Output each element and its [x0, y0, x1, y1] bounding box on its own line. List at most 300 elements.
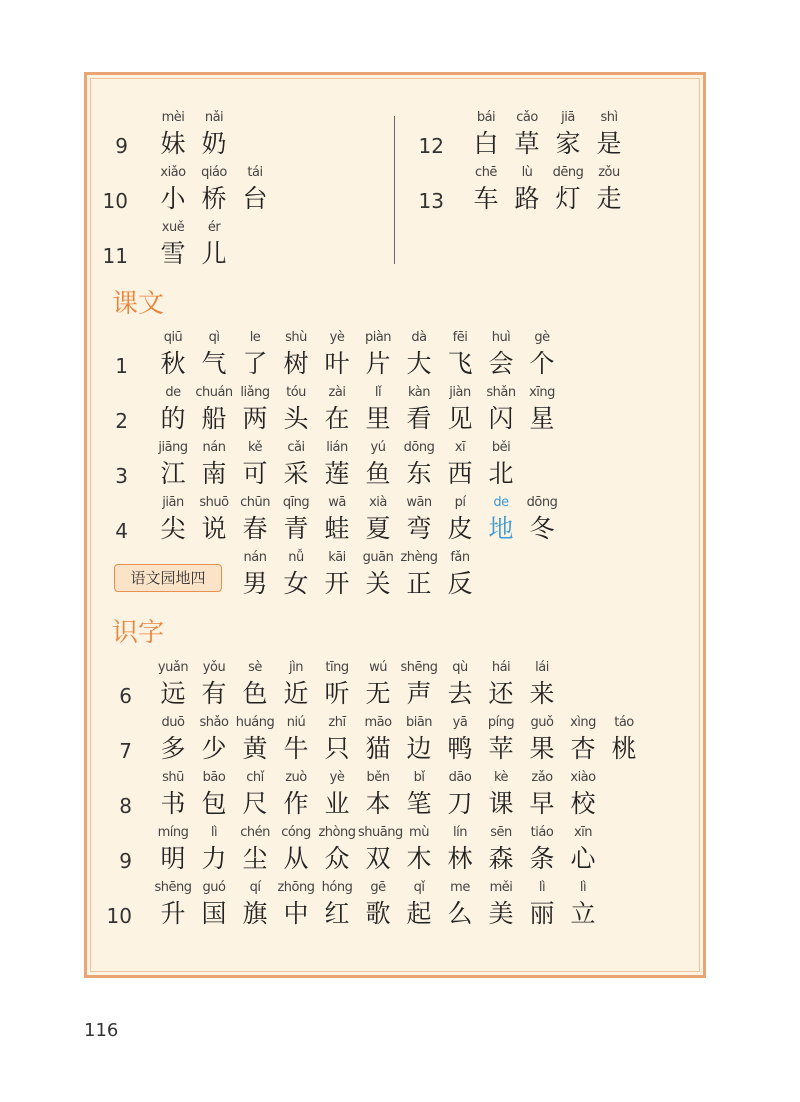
hanzi: 小 [160, 184, 186, 213]
pinyin: huì [491, 330, 511, 345]
hanzi: 黄 [242, 734, 268, 763]
pinyin: bái [476, 110, 496, 125]
pinyin: dà [411, 330, 427, 345]
hanzi: 个 [529, 349, 555, 378]
character-cell [317, 713, 357, 765]
hanzi: 笔 [406, 789, 432, 818]
pinyin: shǎn [486, 385, 516, 400]
character-cell [522, 493, 562, 545]
hanzi: 丽 [529, 899, 555, 928]
character-cell [358, 878, 398, 930]
character-cell [276, 768, 316, 820]
hanzi: 蛙 [324, 514, 350, 543]
pinyin: māo [364, 715, 392, 730]
hanzi: 果 [529, 734, 555, 763]
character-cell [563, 768, 603, 820]
character-cell [235, 878, 275, 930]
hanzi: 早 [529, 789, 555, 818]
character-cell [194, 328, 234, 380]
hanzi: 星 [529, 404, 555, 433]
pinyin: nǎi [204, 110, 224, 125]
hanzi: 鱼 [365, 459, 391, 488]
hanzi: 本 [365, 789, 391, 818]
character-cell [481, 383, 521, 435]
hanzi: 奶 [201, 129, 227, 158]
pinyin: hóng [321, 880, 353, 895]
hanzi: 还 [488, 679, 514, 708]
lesson-number: 8 [119, 794, 132, 818]
pinyin: yǒu [202, 660, 226, 675]
character-cell [276, 878, 316, 930]
pinyin: guó [202, 880, 226, 895]
pinyin: chē [475, 165, 497, 180]
pinyin: qì [208, 330, 220, 345]
hanzi: 男 [242, 569, 268, 598]
hanzi: 包 [201, 789, 227, 818]
hanzi: 尺 [242, 789, 268, 818]
lesson-number: 6 [119, 684, 132, 708]
pinyin: bǐ [413, 770, 425, 785]
pinyin: le [249, 330, 261, 345]
character-cell [481, 768, 521, 820]
pinyin: zhèng [400, 550, 438, 565]
character-cell [522, 768, 562, 820]
hanzi: 从 [283, 844, 309, 873]
character-cell [481, 438, 521, 490]
character-cell [481, 713, 521, 765]
hanzi: 猫 [365, 734, 391, 763]
pinyin: duō [161, 715, 185, 730]
pinyin: qīng [282, 495, 310, 510]
hanzi: 林 [447, 844, 473, 873]
character-cell [194, 383, 234, 435]
character-cell [481, 493, 521, 545]
pinyin: shēng [400, 660, 438, 675]
hanzi: 去 [447, 679, 473, 708]
hanzi: 女 [283, 569, 309, 598]
character-cell [522, 328, 562, 380]
pinyin: dōng [526, 495, 558, 510]
hanzi: 家 [555, 129, 581, 158]
pinyin: shì [600, 110, 618, 125]
hanzi: 么 [447, 899, 473, 928]
pinyin: lín [453, 825, 467, 840]
character-cell [235, 548, 275, 600]
character-cell [589, 163, 629, 215]
hanzi: 刀 [447, 789, 473, 818]
character-cell [153, 658, 193, 710]
character-cell [317, 878, 357, 930]
pinyin: gē [370, 880, 386, 895]
pinyin: xià [369, 495, 387, 510]
hanzi: 皮 [447, 514, 473, 543]
pinyin: niú [286, 715, 306, 730]
character-row [0, 823, 800, 877]
pinyin: sēn [490, 825, 512, 840]
hanzi: 闪 [488, 404, 514, 433]
hanzi: 作 [283, 789, 309, 818]
pinyin: shù [285, 330, 307, 345]
character-cell [440, 878, 480, 930]
character-cell [317, 328, 357, 380]
character-cell [358, 438, 398, 490]
pinyin: zhòng [318, 825, 356, 840]
hanzi: 听 [324, 679, 350, 708]
pinyin: wú [369, 660, 387, 675]
character-cell [563, 878, 603, 930]
pinyin: guǒ [530, 715, 554, 730]
pinyin: qù [452, 660, 468, 675]
character-cell [507, 163, 547, 215]
pinyin: qiáo [201, 165, 227, 180]
character-cell [466, 163, 506, 215]
hanzi: 儿 [201, 239, 227, 268]
pinyin: lái [535, 660, 549, 675]
character-cell [358, 768, 398, 820]
pinyin: chuán [195, 385, 233, 400]
character-cell [399, 768, 439, 820]
lesson-number: 11 [102, 244, 128, 268]
pinyin: cǎi [287, 440, 305, 455]
pinyin: jiàn [449, 385, 471, 400]
hanzi: 说 [201, 514, 227, 543]
hanzi: 立 [570, 899, 596, 928]
character-cell [235, 768, 275, 820]
pinyin: běi [491, 440, 511, 455]
lesson-number: 10 [106, 904, 132, 928]
pinyin: xiǎo [160, 165, 186, 180]
character-row [0, 163, 800, 217]
character-cell [317, 438, 357, 490]
hanzi: 大 [406, 349, 432, 378]
pinyin: cǎo [516, 110, 538, 125]
pinyin: dōng [403, 440, 435, 455]
hanzi: 反 [447, 569, 473, 598]
hanzi: 鸭 [447, 734, 473, 763]
pinyin: lù [521, 165, 533, 180]
pinyin: dēng [552, 165, 584, 180]
pinyin: běn [366, 770, 390, 785]
hanzi: 校 [570, 789, 596, 818]
pinyin: tīng [325, 660, 349, 675]
hanzi: 杏 [570, 734, 596, 763]
character-cell [399, 383, 439, 435]
pinyin: xìng [570, 715, 596, 730]
lesson-number: 10 [102, 189, 128, 213]
character-cell [194, 768, 234, 820]
character-cell [522, 658, 562, 710]
pinyin: shuāng [358, 825, 403, 840]
pinyin: mù [409, 825, 429, 840]
pinyin: táo [614, 715, 634, 730]
hanzi: 色 [242, 679, 268, 708]
character-cell [440, 823, 480, 875]
hanzi: 见 [447, 404, 473, 433]
hanzi: 草 [514, 129, 540, 158]
pinyin: gè [534, 330, 550, 345]
hanzi: 远 [160, 679, 186, 708]
character-cell [507, 108, 547, 160]
lesson-number: 2 [115, 409, 128, 433]
character-cell [358, 493, 398, 545]
pinyin: zhōng [277, 880, 315, 895]
hanzi: 树 [283, 349, 309, 378]
lesson-number: 9 [115, 134, 128, 158]
pinyin: shēng [154, 880, 192, 895]
pinyin: huáng [235, 715, 275, 730]
character-cell [194, 493, 234, 545]
hanzi: 春 [242, 514, 268, 543]
hanzi: 雪 [160, 239, 186, 268]
character-cell [481, 658, 521, 710]
pinyin: chūn [240, 495, 270, 510]
character-cell [399, 658, 439, 710]
page-number: 116 [84, 1020, 119, 1041]
character-cell [153, 328, 193, 380]
character-cell [194, 713, 234, 765]
pinyin: yā [452, 715, 468, 730]
character-cell [235, 493, 275, 545]
hanzi: 江 [160, 459, 186, 488]
hanzi: 桃 [611, 734, 637, 763]
lesson-number: 1 [115, 354, 128, 378]
hanzi: 只 [324, 734, 350, 763]
character-row [0, 383, 800, 437]
hanzi: 头 [283, 404, 309, 433]
hanzi: 北 [488, 459, 514, 488]
pinyin: yuǎn [157, 660, 189, 675]
pinyin: piàn [364, 330, 392, 345]
hanzi: 关 [365, 569, 391, 598]
hanzi: 灯 [555, 184, 581, 213]
hanzi: 妹 [160, 129, 186, 158]
pinyin: qí [249, 880, 261, 895]
hanzi: 课 [488, 789, 514, 818]
lesson-number: 13 [418, 189, 444, 213]
character-cell [481, 878, 521, 930]
hanzi: 木 [406, 844, 432, 873]
hanzi: 片 [365, 349, 391, 378]
hanzi: 夏 [365, 514, 391, 543]
pinyin: mèi [161, 110, 185, 125]
hanzi: 里 [365, 404, 391, 433]
character-cell [317, 658, 357, 710]
character-cell [194, 878, 234, 930]
hanzi: 红 [324, 899, 350, 928]
hanzi: 美 [488, 899, 514, 928]
pinyin: hái [491, 660, 511, 675]
hanzi: 心 [570, 844, 596, 873]
hanzi: 旗 [242, 899, 268, 928]
pinyin: bāo [202, 770, 226, 785]
character-cell [235, 383, 275, 435]
character-cell [235, 438, 275, 490]
pinyin: pí [454, 495, 466, 510]
character-cell [235, 658, 275, 710]
hanzi: 东 [406, 459, 432, 488]
character-cell [440, 438, 480, 490]
character-cell [153, 438, 193, 490]
hanzi: 森 [488, 844, 514, 873]
character-cell [194, 658, 234, 710]
pinyin: tiáo [530, 825, 554, 840]
character-cell [563, 713, 603, 765]
pinyin: lì [579, 880, 587, 895]
pinyin: chén [240, 825, 270, 840]
hanzi: 边 [406, 734, 432, 763]
hanzi: 明 [160, 844, 186, 873]
hanzi: 歌 [365, 899, 391, 928]
character-cell [153, 713, 193, 765]
hanzi: 近 [283, 679, 309, 708]
pinyin: zuò [285, 770, 307, 785]
character-row [0, 218, 800, 272]
hanzi: 可 [242, 459, 268, 488]
character-cell [276, 438, 316, 490]
character-row [0, 658, 800, 712]
character-cell [358, 823, 403, 875]
section-title-kewen: 课文 [112, 289, 165, 319]
hanzi: 气 [201, 349, 227, 378]
hanzi: 声 [406, 679, 432, 708]
hanzi: 南 [201, 459, 227, 488]
pinyin: míng [157, 825, 189, 840]
character-cell [276, 383, 316, 435]
pinyin: xī [454, 440, 466, 455]
character-cell [194, 218, 234, 270]
pinyin: nǚ [288, 550, 304, 565]
pinyin: biān [405, 715, 433, 730]
character-cell [194, 438, 234, 490]
hanzi: 台 [242, 184, 268, 213]
hanzi: 了 [242, 349, 268, 378]
garden-label-badge: 语文园地四 [114, 564, 222, 592]
character-cell [317, 493, 357, 545]
hanzi: 会 [488, 349, 514, 378]
hanzi: 开 [324, 569, 350, 598]
hanzi: 冬 [529, 514, 555, 543]
character-cell [153, 878, 193, 930]
character-cell [440, 768, 480, 820]
character-cell [481, 823, 521, 875]
character-cell [399, 438, 439, 490]
character-cell [153, 218, 193, 270]
pinyin: chǐ [246, 770, 264, 785]
character-cell [276, 658, 316, 710]
character-cell [522, 878, 562, 930]
character-row [0, 438, 800, 492]
pinyin: kè [493, 770, 509, 785]
character-cell [522, 713, 562, 765]
pinyin: qiū [163, 330, 183, 345]
hanzi: 白 [473, 129, 499, 158]
hanzi: 的 [160, 404, 186, 433]
hanzi: 升 [160, 899, 186, 928]
hanzi: 来 [529, 679, 555, 708]
hanzi: 双 [365, 844, 391, 873]
hanzi: 尖 [160, 514, 186, 543]
pinyin: ér [207, 220, 221, 235]
character-cell [358, 548, 398, 600]
pinyin: kàn [407, 385, 430, 400]
hanzi: 地 [488, 514, 514, 543]
pinyin: zhī [328, 715, 346, 730]
character-cell [522, 823, 562, 875]
hanzi: 青 [283, 514, 309, 543]
pinyin: guān [362, 550, 394, 565]
character-row [0, 548, 800, 602]
pinyin: měi [489, 880, 513, 895]
hanzi: 无 [365, 679, 391, 708]
character-row [0, 493, 800, 547]
pinyin: xuě [161, 220, 185, 235]
pinyin: zǒu [598, 165, 620, 180]
character-cell [276, 328, 316, 380]
character-cell [276, 548, 316, 600]
section-title-shizi: 识字 [112, 618, 165, 648]
pinyin: fǎn [450, 550, 470, 565]
character-cell [548, 163, 588, 215]
character-cell [399, 878, 439, 930]
hanzi: 走 [596, 184, 622, 213]
character-row [0, 328, 800, 382]
hanzi: 起 [406, 899, 432, 928]
character-row [0, 768, 800, 822]
pinyin: tóu [286, 385, 306, 400]
character-cell [440, 383, 480, 435]
pinyin: yè [329, 330, 345, 345]
pinyin: jiāng [158, 440, 188, 455]
pinyin: nán [243, 550, 267, 565]
character-cell [235, 713, 275, 765]
pinyin: kāi [328, 550, 346, 565]
pinyin: xīng [529, 385, 555, 400]
hanzi: 是 [596, 129, 622, 158]
character-cell [604, 713, 644, 765]
pinyin: de [493, 495, 509, 510]
hanzi: 莲 [324, 459, 350, 488]
character-cell [399, 328, 439, 380]
hanzi: 弯 [406, 514, 432, 543]
pinyin: shǎo [199, 715, 229, 730]
hanzi: 叶 [324, 349, 350, 378]
pinyin: shuō [199, 495, 229, 510]
lesson-number: 9 [119, 849, 132, 873]
hanzi: 苹 [488, 734, 514, 763]
character-cell [399, 548, 439, 600]
pinyin: fēi [452, 330, 468, 345]
character-cell [481, 328, 521, 380]
character-cell [317, 768, 357, 820]
pinyin: qǐ [413, 880, 425, 895]
hanzi: 采 [283, 459, 309, 488]
character-cell [466, 108, 506, 160]
pinyin: wān [406, 495, 432, 510]
character-cell [563, 823, 603, 875]
hanzi: 正 [406, 569, 432, 598]
hanzi: 看 [406, 404, 432, 433]
character-cell [440, 493, 480, 545]
character-cell [548, 108, 588, 160]
pinyin: jiā [561, 110, 575, 125]
character-cell [358, 658, 398, 710]
lesson-number: 12 [418, 134, 444, 158]
character-cell [153, 823, 193, 875]
character-cell [317, 383, 357, 435]
character-cell [317, 823, 357, 875]
character-cell [440, 548, 480, 600]
hanzi: 力 [201, 844, 227, 873]
